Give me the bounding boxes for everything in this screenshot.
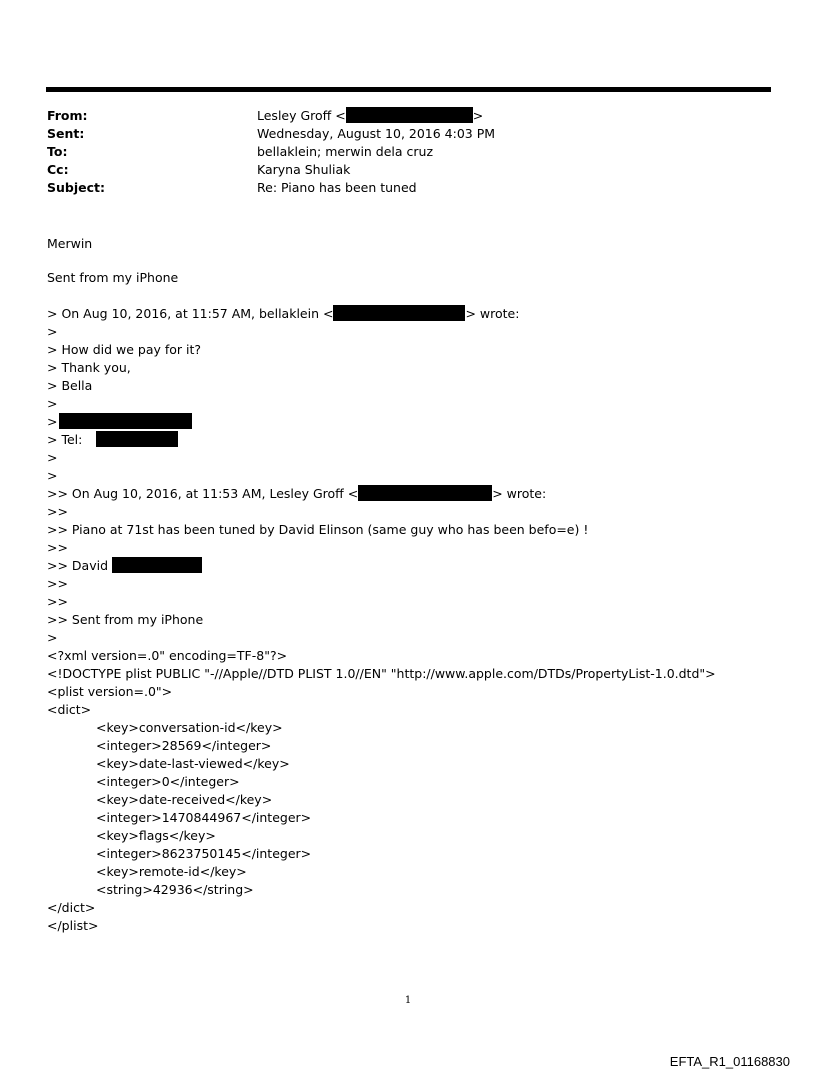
quote-line: > [47, 324, 58, 339]
quote-line [47, 305, 519, 323]
xml-line: <integer>0</integer> [96, 774, 240, 789]
subject-label: Subject: [47, 180, 105, 195]
quote-line [47, 557, 202, 575]
xml-line: <plist version=.0"> [47, 684, 173, 699]
xml-line: <key>date-received</key> [96, 792, 273, 807]
quote-line [47, 431, 178, 449]
quote-text: >> On Aug 10, 2016, at 11:53 AM, Lesley Groff < [47, 486, 359, 501]
sent-label: Sent: [47, 126, 85, 141]
redaction-block [358, 485, 492, 501]
quote-text: > On Aug 10, 2016, at 11:57 AM, bellaklein < [47, 306, 334, 321]
body-line: Sent from my iPhone [47, 270, 179, 285]
redaction-block [112, 557, 202, 573]
quote-line [47, 485, 546, 503]
xml-line: <key>date-last-viewed</key> [96, 756, 290, 771]
quote-line: > How did we pay for it? [47, 342, 202, 357]
quote-line: > [47, 630, 58, 645]
from-label: From: [47, 108, 88, 123]
quote-line: > [47, 468, 58, 483]
xml-line: <dict> [47, 702, 92, 717]
quote-line: >> Piano at 71st has been tuned by David Elinson (same guy who has been befo=e) ! [47, 522, 589, 537]
quote-line: > [47, 396, 58, 411]
redaction-block [59, 413, 192, 429]
quote-line: >> [47, 594, 68, 609]
quote-line: > Thank you, [47, 360, 131, 375]
body-line: Merwin [47, 236, 93, 251]
quote-text: >> David [47, 558, 109, 573]
xml-line: </plist> [47, 918, 99, 933]
from-close: > [472, 108, 484, 123]
xml-line: </dict> [47, 900, 96, 915]
quote-line: >> [47, 576, 68, 591]
page-number: 1 [404, 995, 412, 1006]
redaction-block [346, 107, 473, 123]
quote-line: >> [47, 540, 68, 555]
bates-number: EFTA_R1_01168830 [669, 1054, 790, 1069]
xml-line: <?xml version=.0" encoding=TF-8"?> [47, 648, 288, 663]
quote-line [47, 413, 192, 431]
xml-line: <key>remote-id</key> [96, 864, 247, 879]
from-name: Lesley Groff < [257, 108, 346, 123]
xml-line: <integer>8623750145</integer> [96, 846, 312, 861]
redaction-block [333, 305, 465, 321]
quote-text: > Tel: [47, 432, 83, 447]
quote-text: > wrote: [465, 306, 520, 321]
quote-line: >> Sent from my iPhone [47, 612, 204, 627]
sent-value: Wednesday, August 10, 2016 4:03 PM [257, 126, 496, 141]
cc-value: Karyna Shuliak [257, 162, 351, 177]
to-label: To: [47, 144, 68, 159]
xml-line: <key>flags</key> [96, 828, 216, 843]
quote-line: > [47, 450, 58, 465]
quote-text: > [47, 414, 58, 429]
cc-label: Cc: [47, 162, 69, 177]
xml-line: <integer>1470844967</integer> [96, 810, 312, 825]
subject-value: Re: Piano has been tuned [257, 180, 417, 195]
header-rule [46, 87, 771, 92]
xml-line: <integer>28569</integer> [96, 738, 272, 753]
xml-line: <string>42936</string> [96, 882, 254, 897]
to-value: bellaklein; merwin dela cruz [257, 144, 434, 159]
quote-text: > wrote: [492, 486, 547, 501]
quote-line: > Bella [47, 378, 93, 393]
xml-line: <key>conversation-id</key> [96, 720, 283, 735]
xml-line: <!DOCTYPE plist PUBLIC "-//Apple//DTD PLIST 1.0//EN" "http://www.apple.com/DTDs/PropertyList-1.0.dtd"> [47, 666, 716, 681]
quote-line: >> [47, 504, 68, 519]
redaction-block [96, 431, 178, 447]
from-value [257, 107, 483, 125]
